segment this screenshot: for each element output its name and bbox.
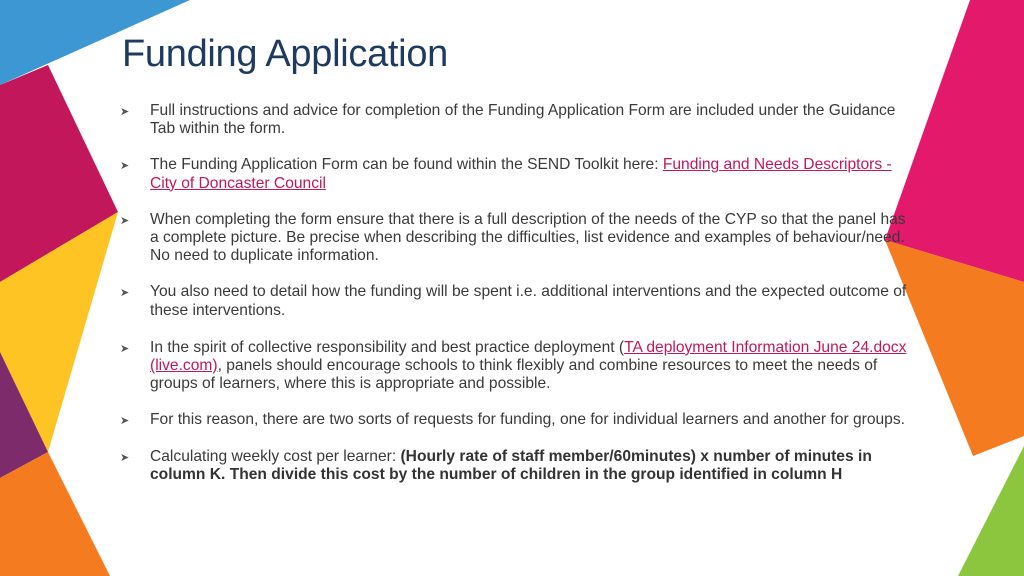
bullet-text: You also need to detail how the funding will be spent i.e. additional interventions and the expected outcome of these interventions. (150, 283, 907, 319)
bullet-text: For this reason, there are two sorts of requests for funding, one for individual learners and another for groups. (150, 411, 905, 429)
page-title: Funding Application (122, 33, 448, 75)
arrow-bullet-icon: ➤ (120, 214, 130, 227)
arrow-bullet-icon: ➤ (120, 342, 130, 355)
funding-descriptors-link[interactable]: Funding and Needs Descriptors - City of Doncaster Council (150, 156, 892, 192)
arrow-bullet-icon: ➤ (120, 287, 130, 300)
orange-shape-left (0, 452, 110, 576)
bullet-list (120, 102, 910, 484)
bullet-item (120, 411, 910, 429)
bullet-text: The Funding Application Form can be found within the SEND Toolkit here: (150, 156, 663, 174)
bullet-text: When completing the form ensure that there is a full description of the needs of the CYP so that the panel has a complete picture. Be precise when describing the difficulties, list evidence and examples of behaviour/need. No need to duplicate information. (150, 210, 906, 265)
bullet-item (120, 156, 910, 192)
bullet-item (120, 102, 910, 138)
ta-deployment-link[interactable]: TA deployment Information June 24.docx (live.com) (150, 338, 907, 375)
bullet-text-after: , panels should encourage schools to think flexibly and combine resources to meet the needs of groups of learners, where this is appropriate and possible. (150, 357, 878, 393)
arrow-bullet-icon: ➤ (120, 160, 130, 173)
bullet-item (120, 339, 910, 394)
bullet-item (120, 211, 910, 266)
bullet-item (120, 448, 910, 484)
bullet-item (120, 283, 910, 319)
bullet-text: Full instructions and advice for completion of the Funding Application Form are included under the Guidance Tab within the form. (150, 102, 896, 138)
bullet-text: Calculating weekly cost per learner: (150, 447, 401, 465)
green-shape (958, 446, 1024, 576)
arrow-bullet-icon: ➤ (120, 106, 130, 118)
formula-text: (Hourly rate of staff member/60minutes) x number of minutes in column K. Then divide this cost by the number of children in the group identified in column H (150, 447, 872, 483)
bullet-text: In the spirit of collective responsibility and best practice deployment ( (150, 338, 625, 356)
arrow-bullet-icon: ➤ (120, 415, 130, 428)
arrow-bullet-icon: ➤ (120, 451, 130, 464)
